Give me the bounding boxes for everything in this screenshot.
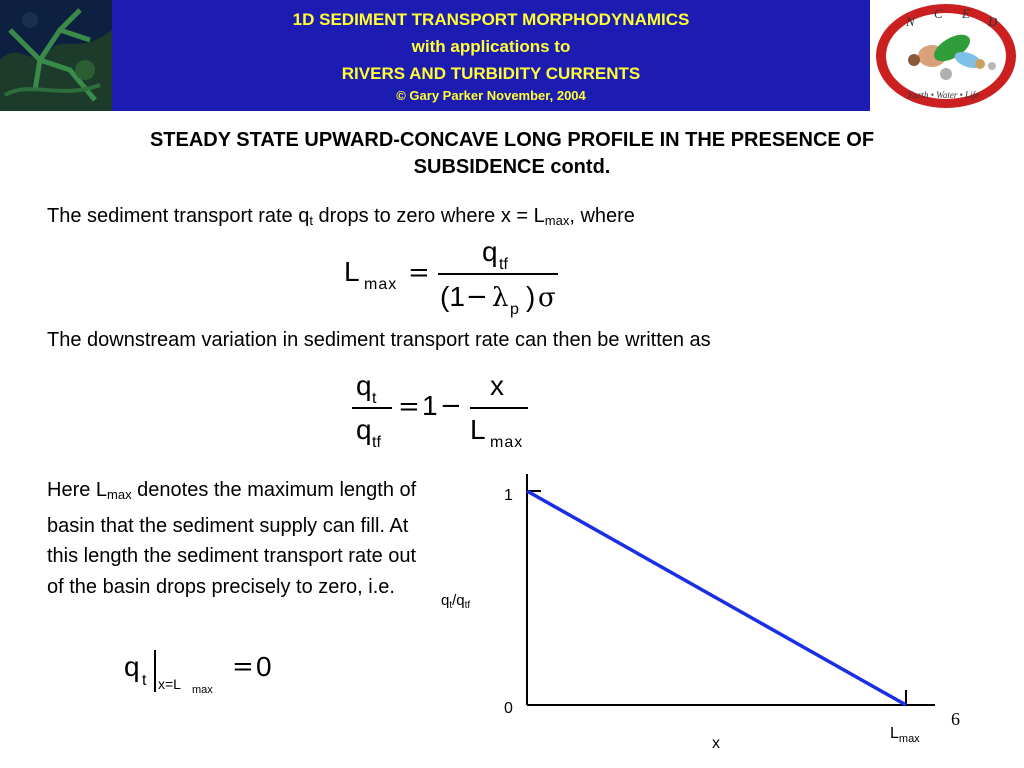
eq3-equals: = — [232, 652, 254, 682]
chart-x-tick-label-lmax — [890, 725, 920, 745]
header-title-line1: 1D SEDIMENT TRANSPORT MORPHODYNAMICS — [292, 10, 690, 29]
logo-letter-d: D — [988, 14, 998, 29]
explanation-b: denotes the maximum length of basin that the sediment supply can fill. At this length the sediment transport rate out of the basin drops precisely to zero, i.e. — [47, 479, 417, 598]
eq1-lambda: λ — [492, 283, 509, 313]
eq1-num: q — [482, 236, 498, 267]
eq2-equals: = — [398, 392, 420, 422]
chart-x-tick-sub: max — [898, 733, 920, 745]
eq1-fraction-bar — [438, 273, 558, 275]
eq1-minus: − — [466, 282, 488, 312]
chart-y-tick-label-1: 1 — [504, 487, 513, 504]
chart-y-label-sub1: t — [449, 600, 453, 611]
eq3-cond-sub: max — [192, 684, 213, 696]
explanation-a: Here L — [47, 479, 108, 501]
para1-a: The sediment transport rate q — [47, 205, 310, 227]
eq1-sigma: σ — [538, 283, 556, 313]
slide-title-line1: STEADY STATE UPWARD-CONCAVE LONG PROFILE IN THE PRESENCE OF — [149, 129, 875, 151]
chart-y-label-sub2: tf — [464, 600, 471, 611]
eq3-q-sub: t — [142, 672, 147, 689]
header-copyright: © Gary Parker November, 2004 — [396, 88, 586, 103]
chart-y-tick-label-0: 0 — [504, 700, 513, 717]
logo-motto: Earth • Water • Life — [908, 90, 979, 100]
header-banner — [112, 0, 870, 111]
eq3-zero: 0 — [256, 651, 272, 682]
eq3-q: q — [124, 651, 140, 682]
para1-sub1: t — [309, 213, 313, 228]
nced-logo — [870, 0, 1024, 111]
eq1-lhs-sub: max — [364, 276, 398, 293]
chart-x-label: x — [712, 735, 720, 752]
eq1-lhs: L — [344, 256, 360, 287]
chart-series-line — [527, 491, 906, 705]
explanation-text — [47, 475, 437, 602]
eq2-num-l: q — [356, 370, 372, 401]
eq2-one: 1 — [422, 390, 438, 421]
eq2-num-r: x — [490, 370, 504, 401]
logo-letter-n: N — [906, 14, 915, 29]
eq1-den-open: (1 — [440, 281, 465, 312]
eq1-num-sub: tf — [499, 256, 508, 273]
logo-letter-c: C — [934, 6, 943, 21]
logo-letter-e: E — [962, 6, 970, 21]
eq2-den-l-sub: tf — [372, 434, 381, 451]
eq2-den-r-sub: max — [490, 434, 524, 451]
eq2-fraction-bar-left — [352, 407, 392, 409]
eq3-evaluation-bar — [154, 650, 156, 692]
para1-sub2: max — [544, 213, 570, 228]
eq2-num-l-sub: t — [372, 390, 377, 407]
para1-c: , where — [569, 205, 635, 227]
chart-y-label-q: q — [441, 592, 450, 609]
chart-y-label — [441, 592, 470, 611]
chart-x-tick-l: L — [890, 725, 899, 742]
eq1-equals: = — [408, 258, 430, 288]
eq1-lambda-sub: p — [510, 301, 519, 318]
eq3-cond: x=L — [158, 676, 181, 692]
slide-title-line2: SUBSIDENCE contd. — [413, 156, 611, 178]
header-title-line3: RIVERS AND TURBIDITY CURRENTS — [341, 64, 641, 83]
eq2-fraction-bar-right — [470, 407, 528, 409]
header-title-line2: with applications to — [411, 37, 571, 56]
eq1-den-close: ) — [526, 281, 536, 312]
eq2-minus: − — [440, 391, 462, 421]
paragraph-downstream-variation: The downstream variation in sediment transport rate can then be written as — [47, 329, 711, 351]
header-satellite-image — [0, 0, 112, 111]
slide-title — [30, 127, 994, 181]
paragraph-transport-rate — [47, 205, 635, 232]
chart-y-label-slash: /q — [452, 592, 465, 609]
eq2-den-l: q — [356, 414, 372, 445]
eq2-den-r: L — [470, 414, 486, 445]
explanation-sub: max — [107, 487, 132, 502]
para1-b: drops to zero where x = L — [312, 205, 545, 227]
page-number: 6 — [951, 709, 960, 729]
